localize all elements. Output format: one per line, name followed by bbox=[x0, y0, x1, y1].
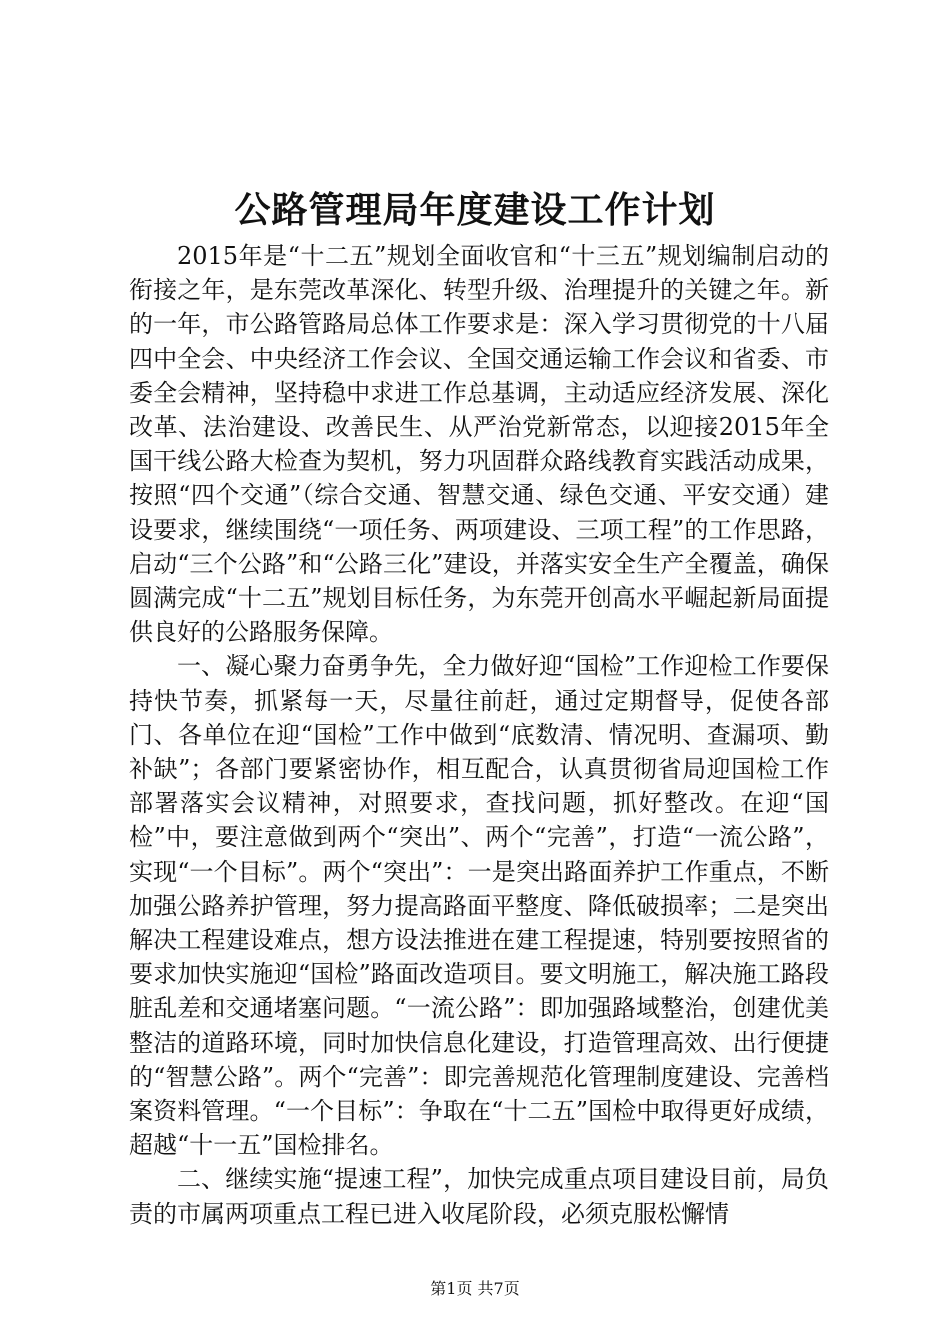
paragraph-section-1: 一、凝心聚力奋勇争先，全力做好迎“国检”工作迎检工作要保持快节奏，抓紧每一天，尽量往前赶，通过定期督导，促使各部门、各单位在迎“国检”工作中做到“底数清、情况明、查漏项、勤补缺”；各部门要紧密协作，相互配合，认真贯彻省局迎国检工作部署落实会议精神，对照要求，查找问题，抓好整改。在迎“国检”中，要注意做到两个“突出”、两个“完善”，打造“一流公路”，实现“一个目标”。两个“突出”：一是突出路面养护工作重点，不断加强公路养护管理，努力提高路面平整度、降低破损率；二是突出解决工程建设难点，想方设法推进在建工程提速，特别要按照省的要求加快实施迎“国检”路面改造项目。要文明施工，解决施工路段脏乱差和交通堵塞问题。“一流公路”：即加强路域整治，创建优美整洁的道路环境，同时加快信息化建设，打造管理高效、出行便捷的“智慧公路”。两个“完善”：即完善规范化管理制度建设、完善档案资料管理。“一个目标”：争取在“十二五”国检中取得更好成绩，超越“十一五”国检排名。 bbox=[129, 652, 829, 1160]
page-footer: 第1页 共7页 bbox=[430, 1279, 520, 1298]
paragraph-section-2: 二、继续实施“提速工程”，加快完成重点项目建设目前，局负责的市属两项重点工程已进入收尾阶段，必须克服松懈情 bbox=[129, 1165, 829, 1228]
document-body bbox=[129, 239, 829, 1231]
document-title: 公路管理局年度建设工作计划 bbox=[234, 189, 716, 231]
paragraph-intro: 2015年是“十二五”规划全面收官和“十三五”规划编制启动的衔接之年，是东莞改革深化、转型升级、治理提升的关键之年。新的一年，市公路管路局总体工作要求是：深入学习贯彻党的十八届四中全会、中央经济工作会议、全国交通运输工作会议和省委、市委全会精神，坚持稳中求进工作总基调，主动适应经济发展、深化改革、法治建设、改善民生、从严治党新常态，以迎接2015年全国干线公路大检查为契机，努力巩固群众路线教育实践活动成果，按照“四个交通”（综合交通、智慧交通、绿色交通、平安交通）建设要求，继续围绕“一项任务、两项建设、三项工程”的工作思路，启动“三个公路”和“公路三化”建设，并落实安全生产全覆盖，确保圆满完成“十二五”规划目标任务，为东莞开创高水平崛起新局面提供良好的公路服务保障。 bbox=[129, 242, 829, 647]
